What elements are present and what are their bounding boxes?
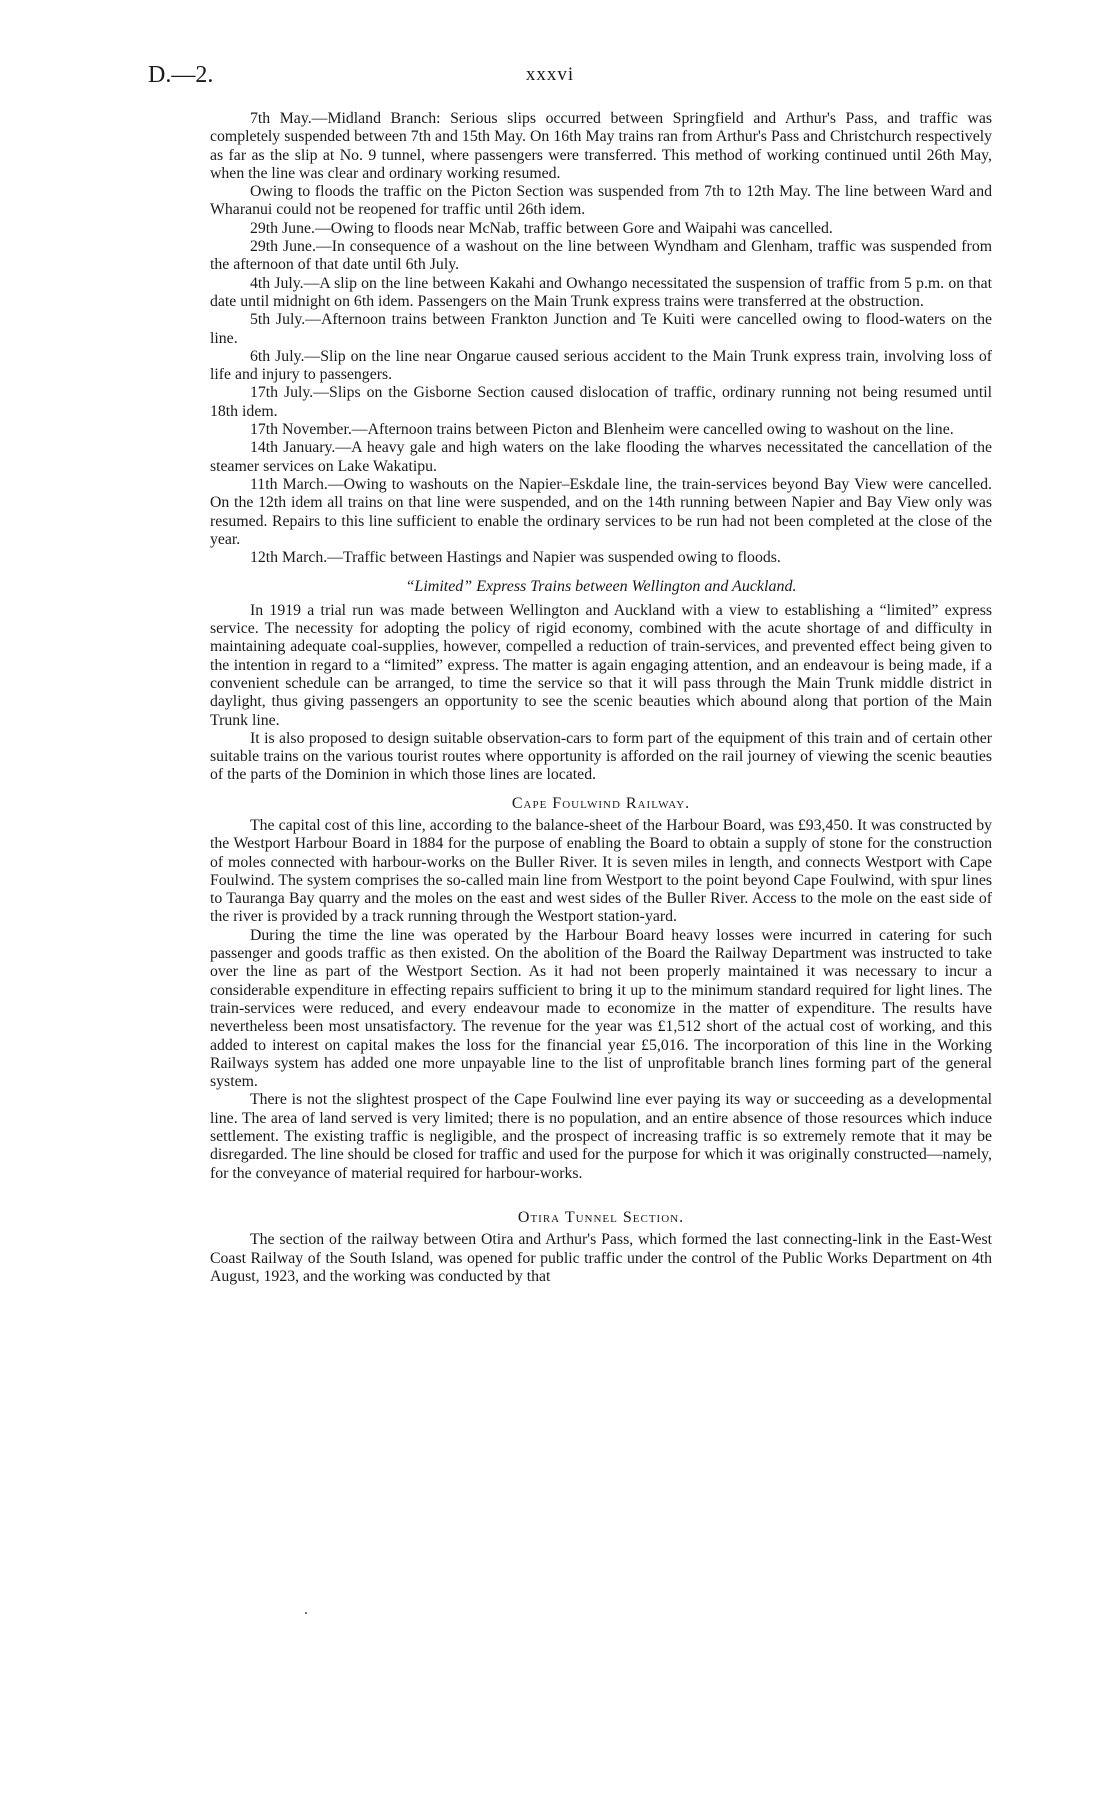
paragraph: 6th July.—Slip on the line near Ongarue caused serious accident to the Main Trunk express train, involving loss of life and injury to passengers.	[210, 347, 992, 384]
paragraph: 17th November.—Afternoon trains between Picton and Blenheim were cancelled owing to washout on the line.	[250, 421, 954, 439]
paragraph: The capital cost of this line, according to the balance-sheet of the Harbour Board, was £93,450. It was constructed by the Westport Harbour Board in 1884 for the purpose of enabling the Board to obtain a supply of stone for the construction of moles connected with harbour-works on the Buller River. It is seven miles in length, and connects Westport with Cape Foulwind. The system comprises the so-called main line from Westport to the point beyond Cape Foulwind, with spur lines to Tauranga Bay quarry and the moles on the east and west sides of the Buller River. Access to the mole on the east side of the river is provided by a track running through the Westport station-yard.	[210, 816, 992, 926]
paragraph: During the time the line was operated by the Harbour Board heavy losses were incurred in catering for such passenger and goods traffic as then existed. On the abolition of the Board the Railway Department was instructed to take over the line as part of the Westport Section. As it had not been properly maintained it was necessary to incur a considerable expenditure in effecting repairs sufficient to bring it up to the minimum standard required for light lines. The train-services were reduced, and every endeavour made to economize in the matter of expenditure. The results have nevertheless been most unsatisfactory. The revenue for the year was £1,512 short of the actual cost of working, and this added to interest on capital makes the loss for the financial year £5,016. The incorporation of this line in the Working Railways system has added one more unpayable line to the list of unprofitable branch lines forming part of the general system.	[210, 926, 992, 1091]
paragraph: 7th May.—Midland Branch: Serious slips occurred between Springfield and Arthur's Pass, and traffic was completely suspended between 7th and 15th May. On 16th May trains ran from Arthur's Pass and Christchurch respectively as far as the slip at No. 9 tunnel, where passengers were transferred. This method of working continued until 26th May, when the line was clear and ordinary working resumed.	[210, 110, 992, 182]
paragraph: 29th June.—In consequence of a washout on the line between Wyndham and Glenham, traffic was suspended from the afternoon of that date until 6th July.	[210, 238, 992, 274]
paragraph: 12th March.—Traffic between Hastings and Napier was suspended owing to floods.	[250, 549, 781, 567]
section-heading-limited: “Limited” Express Trains between Wellington and Auckland.	[405, 578, 797, 596]
paragraph: 29th June.—Owing to floods near McNab, traffic between Gore and Waipahi was cancelled.	[250, 219, 833, 237]
paragraph: The section of the railway between Otira and Arthur's Pass, which formed the last connecting-link in the East-West Coast Railway of the South Island, was opened for public traffic under the control of the Public Works Department on 4th August, 1923, and the working was conducted by that	[210, 1231, 992, 1285]
body-text	[210, 110, 992, 1286]
paragraph: There is not the slightest prospect of the Cape Foulwind line ever paying its way or succeeding as a developmental line. The area of land served is very limited; there is no population, and an entire absence of those resources which induce settlement. The existing traffic is negligible, and the prospect of increasing traffic is so extremely remote that it may be disregarded. The line should be closed for traffic and used for the purpose for which it was originally constructed—namely, for the conveyance of material required for harbour-works.	[210, 1091, 992, 1182]
paragraph: 14th January.—A heavy gale and high waters on the lake flooding the wharves necessitated the cancellation of the steamer services on Lake Wakatipu.	[210, 439, 992, 475]
paragraph: 11th March.—Owing to washouts on the Napier–Eskdale line, the train-services beyond Bay View were cancelled. On the 12th idem all trains on that line were suspended, and on the 14th running between Napier and Bay View only was resumed. Repairs to this line sufficient to enable the ordinary services to be run had not been completed at the close of the year.	[210, 475, 992, 548]
page-number: xxxvi	[525, 64, 575, 85]
section-heading-cape-foulwind: Cape Foulwind Railway.	[511, 794, 691, 812]
stray-mark	[305, 1612, 307, 1614]
document-reference: D.—2.	[148, 62, 214, 88]
section-heading-otira: Otira Tunnel Section.	[517, 1208, 685, 1226]
paragraph: 17th July.—Slips on the Gisborne Section caused dislocation of traffic, ordinary running not being resumed until 18th idem.	[210, 384, 992, 420]
paragraph: In 1919 a trial run was made between Wellington and Auckland with a view to establishing a “limited” express service. The necessity for adopting the policy of rigid economy, combined with the acute shortage of and difficulty in maintaining adequate coal-supplies, however, compelled a reduction of train-services, and prevented effect being given to the intention in regard to a “limited” express. The matter is again engaging attention, and an endeavour is being made, if a convenient schedule can be arranged, to time the service so that it will pass through the Main Trunk middle district in daylight, thus giving passengers an opportunity to see the scenic beauties which abound along that portion of the Main Trunk line.	[210, 601, 992, 729]
paragraph: It is also proposed to design suitable observation-cars to form part of the equipment of this train and of certain other suitable trains on the various tourist routes where opportunity is afforded on the rail journey of viewing the scenic beauties of the parts of the Dominion in which those lines are located.	[210, 729, 992, 784]
paragraph: Owing to floods the traffic on the Picton Section was suspended from 7th to 12th May. The line between Ward and Wharanui could not be reopened for traffic until 26th idem.	[210, 183, 992, 219]
paragraph: 5th July.—Afternoon trains between Frankton Junction and Te Kuiti were cancelled owing to flood-waters on the line.	[210, 311, 992, 347]
paragraph: 4th July.—A slip on the line between Kakahi and Owhango necessitated the suspension of traffic from 5 p.m. on that date until midnight on 6th idem. Passengers on the Main Trunk express trains were transferred at the obstruction.	[210, 274, 992, 310]
